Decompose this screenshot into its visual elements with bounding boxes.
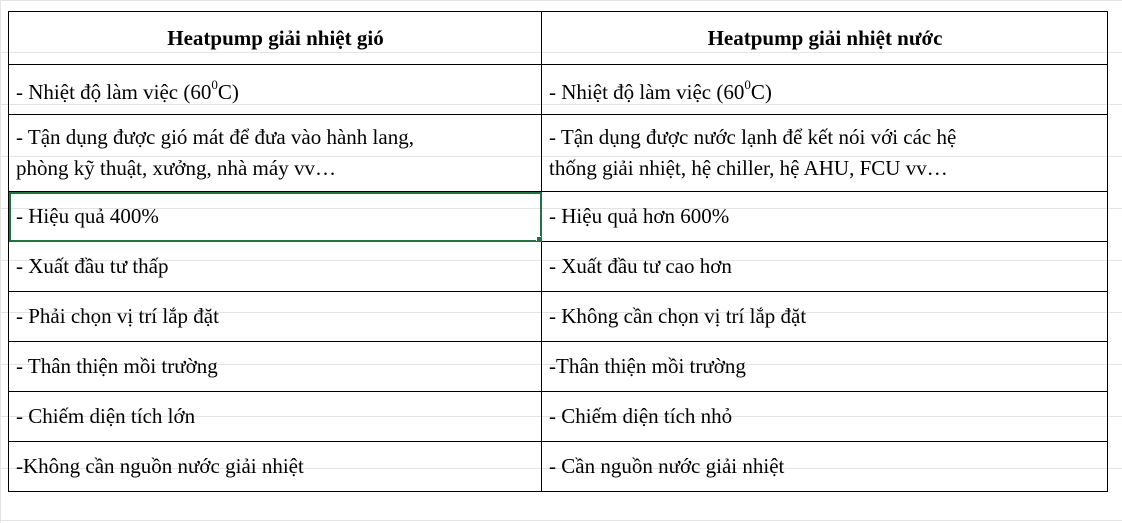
superscript-degree: 0 [744, 77, 751, 92]
cell-water-footprint[interactable]: - Chiếm diện tích nhỏ [542, 392, 1108, 442]
table-row [9, 242, 1108, 292]
cell-air-location[interactable]: - Phải chọn vị trí lắp đặt [9, 292, 542, 342]
fill-handle[interactable] [536, 236, 542, 242]
table-row [9, 192, 1108, 242]
cell-water-water-source[interactable]: - Cần nguồn nước giải nhiệt [542, 442, 1108, 492]
header-row [9, 12, 1108, 65]
comparison-table [8, 11, 1108, 492]
cell-water-temperature[interactable] [542, 65, 1108, 115]
table-row [9, 292, 1108, 342]
table-row [9, 342, 1108, 392]
cell-text-tail: C) [750, 80, 772, 104]
cell-water-environment[interactable]: -Thân thiện mồi trường [542, 342, 1108, 392]
header-cell-water-cooled[interactable]: Heatpump giải nhiệt nước [542, 12, 1108, 65]
cell-air-water-source[interactable]: -Không cần nguồn nước giải nhiệt [9, 442, 542, 492]
cell-water-investment[interactable]: - Xuất đầu tư cao hơn [542, 242, 1108, 292]
table-row [9, 392, 1108, 442]
cell-line-2: thống giải nhiệt, hệ chiller, hệ AHU, FCU vv… [549, 156, 948, 180]
cell-line-2: phòng kỹ thuật, xưởng, nhà máy vv… [16, 156, 336, 180]
cell-air-environment[interactable]: - Thân thiện mồi trường [9, 342, 542, 392]
cell-water-utilization[interactable] [542, 115, 1108, 192]
cell-air-footprint[interactable]: - Chiếm diện tích lớn [9, 392, 542, 442]
table-row [9, 115, 1108, 192]
cell-text: - Nhiệt độ làm việc (60 [16, 80, 212, 104]
header-cell-air-cooled[interactable]: Heatpump giải nhiệt gió [9, 12, 542, 65]
superscript-degree: 0 [211, 77, 218, 92]
cell-air-utilization[interactable] [9, 115, 542, 192]
table-row [9, 65, 1108, 115]
cell-air-investment[interactable]: - Xuất đầu tư thấp [9, 242, 542, 292]
cell-text: - Nhiệt độ làm việc (60 [549, 80, 745, 104]
cell-text: - Hiệu quả 400% [16, 204, 159, 228]
table-row [9, 442, 1108, 492]
cell-air-efficiency-selected[interactable] [9, 192, 542, 242]
cell-water-efficiency[interactable]: - Hiệu quả hơn 600% [542, 192, 1108, 242]
cell-line-1: - Tận dụng được gió mát để đưa vào hành lang, [16, 125, 414, 149]
cell-line-1: - Tận dụng được nước lạnh để kết nói với các hệ [549, 125, 957, 149]
cell-air-temperature[interactable] [9, 65, 542, 115]
cell-water-location[interactable]: - Không cần chọn vị trí lắp đặt [542, 292, 1108, 342]
cell-text-tail: C) [217, 80, 239, 104]
